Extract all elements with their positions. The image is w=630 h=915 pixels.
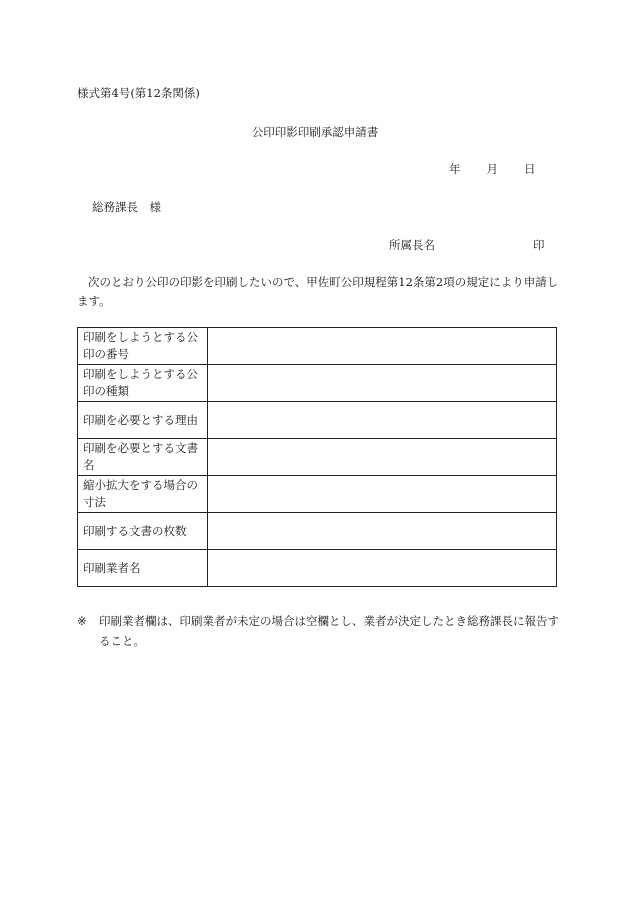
row-label: 縮小拡大をする場合の寸法: [78, 476, 208, 513]
affiliation-name-label: 所属長名: [389, 238, 435, 252]
row-value-field[interactable]: [208, 439, 557, 476]
row-value-field[interactable]: [208, 402, 557, 439]
application-statement: 次のとおり公印の印影を印刷したいので、甲佐町公印規程第12条第2項の規定により申請します。: [77, 275, 559, 308]
row-value-field[interactable]: [208, 328, 557, 365]
table-row: [78, 402, 557, 439]
table-row: [78, 328, 557, 365]
row-value-field[interactable]: [208, 365, 557, 402]
table-row: [78, 476, 557, 513]
row-label: 印刷をしようとする公印の種類: [78, 365, 208, 402]
table-row: [78, 550, 557, 587]
date-year-label: 年: [449, 162, 461, 176]
reference-mark-icon: ※: [77, 614, 87, 628]
row-value-field[interactable]: [208, 513, 557, 550]
footnote: [77, 611, 559, 651]
date-line: [449, 161, 536, 177]
row-label: 印刷を必要とする理由: [78, 402, 208, 439]
form-number: 様式第4号(第12条関係): [77, 86, 200, 100]
application-table: [77, 327, 557, 587]
table-row: [78, 513, 557, 550]
row-label: 印刷を必要とする文書名: [78, 439, 208, 476]
row-value-field[interactable]: [208, 550, 557, 587]
table-row: [78, 365, 557, 402]
row-label: 印刷する文書の枚数: [78, 513, 208, 550]
date-day-label: 日: [524, 162, 536, 176]
row-label: 印刷をしようとする公印の番号: [78, 328, 208, 365]
addressee: 総務課長 様: [92, 200, 161, 214]
table-row: [78, 439, 557, 476]
seal-mark: 印: [533, 238, 545, 252]
date-month-label: 月: [486, 162, 498, 176]
footnote-text: 印刷業者欄は、印刷業者が未定の場合は空欄とし、業者が決定したとき総務課長に報告すること。: [99, 614, 559, 648]
row-value-field[interactable]: [208, 476, 557, 513]
row-label: 印刷業者名: [78, 550, 208, 587]
document-title: 公印印影印刷承認申請書: [251, 125, 379, 139]
